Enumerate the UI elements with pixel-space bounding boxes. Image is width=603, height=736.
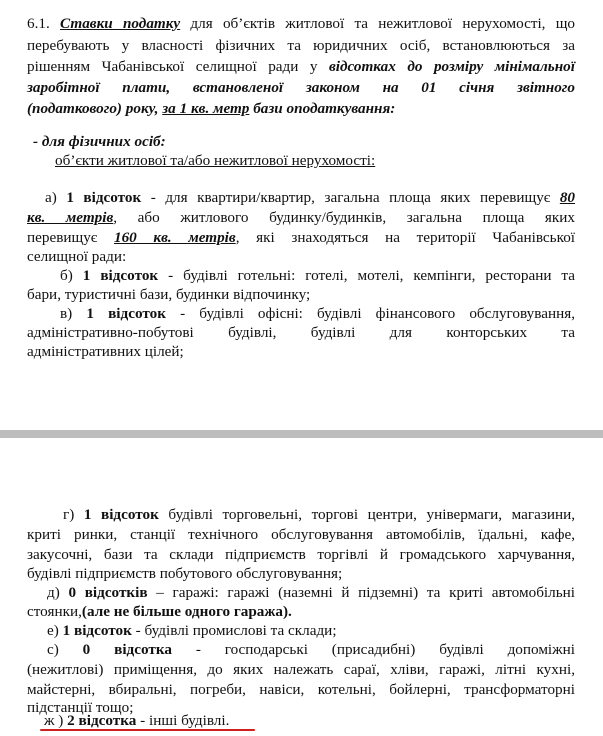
text: будівлі підприємств побутового обслуговування;: [27, 565, 343, 582]
rate: 1 відсоток: [82, 267, 159, 284]
item-letter: г): [63, 506, 84, 523]
emphasis: бази оподаткування:: [249, 100, 396, 117]
item-v-line-2: [27, 323, 575, 343]
item-zh-line-1: [44, 711, 229, 731]
text: для об’єктів житлової та нежитлової нерухомості, що: [180, 15, 576, 32]
rate: 1 відсоток: [86, 305, 166, 322]
text: будівлі торговельні, торгові центри, універмаги, магазини,: [158, 506, 575, 523]
text: перебувають у власності фізичних та юридичних осіб, встановлюються за: [27, 37, 575, 54]
text: – гаражі: гаражі (наземні й підземні) та криті автомобільні: [147, 584, 575, 601]
text: бари, туристичні бази, будинки відпочинку;: [27, 286, 311, 303]
text: адміністративних цілей;: [27, 343, 184, 360]
item-g-line-2: [27, 525, 575, 545]
item-s-line-3: [27, 680, 575, 700]
text: рішенням Чабанівської селищної ради у: [27, 58, 329, 75]
para-6-1-line-4: [27, 78, 575, 98]
para-6-1-line-2: [27, 36, 575, 56]
item-v-line-1: [60, 304, 575, 324]
subheading-real-estate: об’єкти житлової та/або нежитлової нерухомості:: [55, 152, 376, 169]
item-letter: в): [60, 305, 87, 322]
text: - господарські (присадибні) будівлі допоміжні: [171, 641, 575, 658]
emphasis-underlined: за 1 кв. метр: [162, 100, 250, 117]
item-letter: д): [47, 584, 69, 601]
text: майстерні, вбиральні, погреби, навіси, котельні, бойлерні, трансформаторні: [27, 681, 575, 698]
heading-individuals: - для фізичних осіб:: [33, 133, 166, 150]
area-threshold: 80: [559, 189, 576, 206]
emphasis: відсотках до розміру мінімальної: [329, 58, 575, 75]
text: стоянки,: [27, 603, 82, 620]
item-letter: а): [45, 189, 67, 206]
text: - будівлі готельні: готелі, мотелі, кемпінги, ресторани та: [158, 267, 575, 284]
item-v-line-3: [27, 342, 575, 362]
rate: 1 відсоток: [62, 622, 132, 639]
item-a-line-3: [27, 228, 575, 248]
item-g-line-4: [27, 564, 575, 584]
item-b-line-1: [60, 266, 575, 286]
item-g-line-3: [27, 545, 575, 565]
item-e-line-1: [47, 621, 337, 641]
para-6-1-line-3: [27, 57, 575, 77]
rate: 0 відсотка: [82, 641, 172, 658]
item-d-line-2: [27, 602, 575, 622]
page-separator: [0, 430, 603, 438]
text: , або житлового будинку/будинків, загальна площа яких: [113, 209, 575, 226]
item-letter: е): [47, 622, 63, 639]
item-d-line-1: [47, 583, 575, 603]
rate: 1 відсоток: [66, 189, 142, 206]
item-a-line-1: [45, 188, 575, 208]
item-b-line-2: [27, 285, 575, 305]
text: закусочні, бази та склади підприємств торгівлі й громадського харчування,: [27, 546, 575, 563]
text: підстанції тощо;: [27, 699, 134, 716]
red-underline-annotation: [40, 729, 255, 731]
item-a-line-4: [27, 247, 575, 267]
item-letter: б): [60, 267, 83, 284]
text: - для квартири/квартир, загальна площа яких перевищує: [141, 189, 560, 206]
item-letter: ж ): [44, 712, 68, 729]
para-6-1-line-5: [27, 99, 575, 119]
emphasis: (податкового) року,: [27, 100, 163, 117]
text: - будівлі промислові та склади;: [131, 622, 337, 639]
text: - будівлі офісні: будівлі фінансового обслуговування,: [165, 305, 575, 322]
emphasis: (але не більше одного гаража).: [81, 603, 292, 620]
text: селищної ради:: [27, 248, 127, 265]
item-s-line-1: [47, 640, 575, 660]
text: , які знаходяться на території Чабанівської: [235, 229, 576, 246]
area-unit: кв. метрів: [27, 209, 114, 226]
section-number: 6.1.: [27, 15, 50, 32]
item-g-line-1: [63, 505, 575, 525]
text: адміністративно-побутові будівлі, будівлі для конторських та: [27, 324, 575, 341]
emphasis: заробітної плати, встановленої законом на 01 січня звітного: [27, 79, 575, 96]
text: криті ринки, станції технічного обслуговування автомобілів, їдальні, кафе,: [27, 526, 575, 543]
term-tax-rates: Ставки податку: [60, 15, 181, 32]
area-threshold: 160 кв. метрів: [113, 229, 236, 246]
text: - інші будівлі.: [136, 712, 230, 729]
item-a-line-2: [27, 208, 575, 228]
item-s-line-2: [27, 660, 575, 680]
text: перевищує: [27, 229, 114, 246]
rate: 0 відсотків: [68, 584, 148, 601]
rate: 1 відсоток: [83, 506, 159, 523]
para-6-1-line-1: [27, 14, 575, 34]
rate: 2 відсотка: [67, 712, 137, 729]
item-letter: с): [47, 641, 83, 658]
text: (нежитлові) приміщення, до яких належать сараї, хліви, гаражі, літні кухні,: [27, 661, 575, 678]
